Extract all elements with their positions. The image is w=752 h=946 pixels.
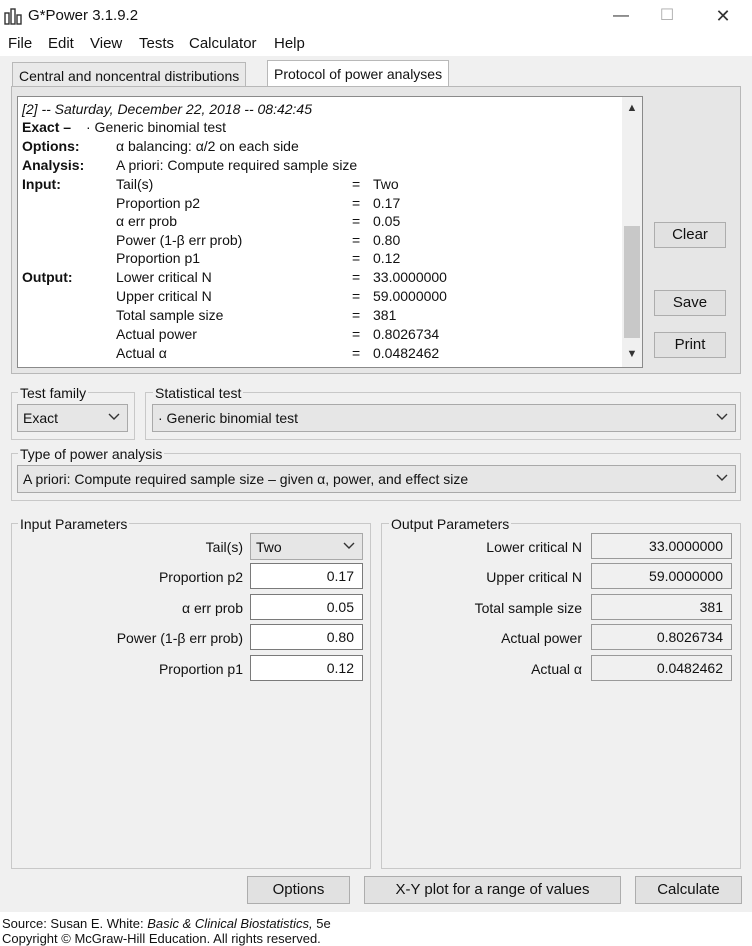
menu-bar <box>0 32 752 56</box>
minimize-button[interactable]: — <box>613 7 629 24</box>
menu-view[interactable]: View <box>90 35 123 52</box>
protocol-row-eq: = <box>352 176 361 192</box>
alpha-err-prob-input[interactable]: 0.05 <box>250 594 363 620</box>
total-sample-size-value: 381 <box>591 594 732 620</box>
alpha-err-prob-label: α err prob <box>181 600 243 616</box>
lower-critical-n-value: 33.0000000 <box>591 533 732 559</box>
scrollbar-thumb[interactable] <box>624 226 640 338</box>
statistical-test-label: Statistical test <box>155 385 242 401</box>
source-caption <box>2 916 331 931</box>
protocol-row-name: Power (1-β err prob) <box>116 232 243 248</box>
proportion-p2-input[interactable]: 0.17 <box>250 563 363 589</box>
tab-protocol[interactable]: Protocol of power analyses <box>267 60 449 88</box>
window-title: G*Power 3.1.9.2 <box>28 7 139 24</box>
menu-edit[interactable]: Edit <box>48 35 74 52</box>
protocol-row-eq: = <box>352 326 361 342</box>
protocol-row-eq: = <box>352 250 361 266</box>
upper-critical-n-label: Upper critical N <box>486 569 582 585</box>
protocol-row-name: Proportion p2 <box>116 195 201 211</box>
protocol-row-value: 0.80 <box>373 232 401 248</box>
source-edition: 5e <box>312 916 331 931</box>
maximize-button[interactable]: ☐ <box>659 7 675 24</box>
protocol-row-name: Total sample size <box>116 307 224 323</box>
protocol-options-value: α balancing: α/2 on each side <box>116 138 299 154</box>
protocol-header: [2] -- Saturday, December 22, 2018 -- 08:42:45 <box>22 101 313 117</box>
input-parameters-title: Input Parameters <box>20 516 128 532</box>
protocol-row-eq: = <box>352 345 361 361</box>
protocol-row-name: Proportion p1 <box>116 250 201 266</box>
menu-calculator[interactable]: Calculator <box>189 35 257 52</box>
power-analysis-label: Type of power analysis <box>20 446 163 462</box>
save-button[interactable]: Save <box>654 290 726 316</box>
actual-alpha-label: Actual α <box>531 661 582 677</box>
protocol-text-area[interactable] <box>17 96 643 368</box>
print-button[interactable]: Print <box>654 332 726 358</box>
protocol-row-eq: = <box>352 195 361 211</box>
output-parameters-title: Output Parameters <box>391 516 510 532</box>
chevron-down-icon <box>107 409 121 423</box>
chevron-down-icon <box>715 409 729 423</box>
chevron-down-icon <box>715 470 729 484</box>
protocol-row-value: Two <box>373 176 399 192</box>
source-prefix: Source: Susan E. White: <box>2 916 148 931</box>
protocol-exact-value: · Generic binomial test <box>86 119 227 135</box>
lower-critical-n-label: Lower critical N <box>486 539 582 555</box>
statistical-test-select[interactable] <box>152 404 736 432</box>
scroll-up-icon[interactable]: ▲ <box>626 102 638 114</box>
actual-power-value: 0.8026734 <box>591 624 732 650</box>
protocol-row-name: α err prob <box>116 213 178 229</box>
proportion-p1-input[interactable]: 0.12 <box>250 655 363 681</box>
options-button[interactable]: Options <box>247 876 350 904</box>
proportion-p1-label: Proportion p1 <box>158 661 243 677</box>
menu-help[interactable]: Help <box>274 35 305 52</box>
protocol-row-value: 0.05 <box>373 213 401 229</box>
power-label: Power (1-β err prob) <box>116 630 243 646</box>
protocol-row-name: Upper critical N <box>116 288 212 304</box>
tails-label: Tail(s) <box>205 539 243 555</box>
clear-button[interactable]: Clear <box>654 222 726 248</box>
xy-plot-button[interactable]: X-Y plot for a range of values <box>364 876 621 904</box>
close-button[interactable]: ✕ <box>715 6 731 26</box>
title-bar <box>0 0 752 32</box>
protocol-row-eq: = <box>352 288 361 304</box>
protocol-row-value: 59.0000000 <box>373 288 447 304</box>
test-family-select[interactable] <box>17 404 128 432</box>
statistical-test-value: · Generic binomial test <box>158 410 299 426</box>
total-sample-size-label: Total sample size <box>474 600 582 616</box>
protocol-input-label: Input: <box>22 176 61 192</box>
power-input[interactable]: 0.80 <box>250 624 363 650</box>
calculate-button[interactable]: Calculate <box>635 876 742 904</box>
protocol-exact-label: Exact – <box>22 119 72 135</box>
protocol-row-name: Actual α <box>116 345 167 361</box>
protocol-analysis-label: Analysis: <box>22 157 85 173</box>
proportion-p2-label: Proportion p2 <box>158 569 243 585</box>
protocol-row-eq: = <box>352 269 361 285</box>
menu-file[interactable]: File <box>8 35 33 52</box>
menu-tests[interactable]: Tests <box>139 35 175 52</box>
actual-power-label: Actual power <box>501 630 582 646</box>
protocol-row-value: 0.17 <box>373 195 401 211</box>
protocol-row-value: 0.12 <box>373 250 401 266</box>
power-analysis-value: A priori: Compute required sample size – given α, power, and effect size <box>23 471 469 487</box>
gpower-app-icon <box>4 7 24 25</box>
test-family-value: Exact <box>23 410 59 426</box>
protocol-row-eq: = <box>352 213 361 229</box>
protocol-analysis-value: A priori: Compute required sample size <box>116 157 358 173</box>
protocol-row-value: 0.0482462 <box>373 345 440 361</box>
test-family-label: Test family <box>20 385 87 401</box>
actual-alpha-value: 0.0482462 <box>591 655 732 681</box>
protocol-output-label: Output: <box>22 269 73 285</box>
power-analysis-select[interactable] <box>17 465 736 493</box>
scroll-down-icon[interactable]: ▼ <box>626 348 638 360</box>
tab-central-distributions[interactable]: Central and noncentral distributions <box>12 62 246 88</box>
protocol-options-label: Options: <box>22 138 80 154</box>
chevron-down-icon <box>342 538 356 552</box>
protocol-row-name: Tail(s) <box>116 176 154 192</box>
source-book-title: Basic & Clinical Biostatistics, <box>147 916 313 931</box>
tails-select[interactable] <box>250 533 363 560</box>
protocol-row-value: 0.8026734 <box>373 326 440 342</box>
protocol-row-value: 33.0000000 <box>373 269 447 285</box>
protocol-row-value: 381 <box>373 307 397 323</box>
protocol-row-name: Actual power <box>116 326 197 342</box>
protocol-row-name: Lower critical N <box>116 269 212 285</box>
tails-value: Two <box>256 539 282 555</box>
protocol-row-eq: = <box>352 307 361 323</box>
copyright-notice: Copyright © McGraw-Hill Education. All rights reserved. <box>2 931 321 946</box>
protocol-row-eq: = <box>352 232 361 248</box>
upper-critical-n-value: 59.0000000 <box>591 563 732 589</box>
